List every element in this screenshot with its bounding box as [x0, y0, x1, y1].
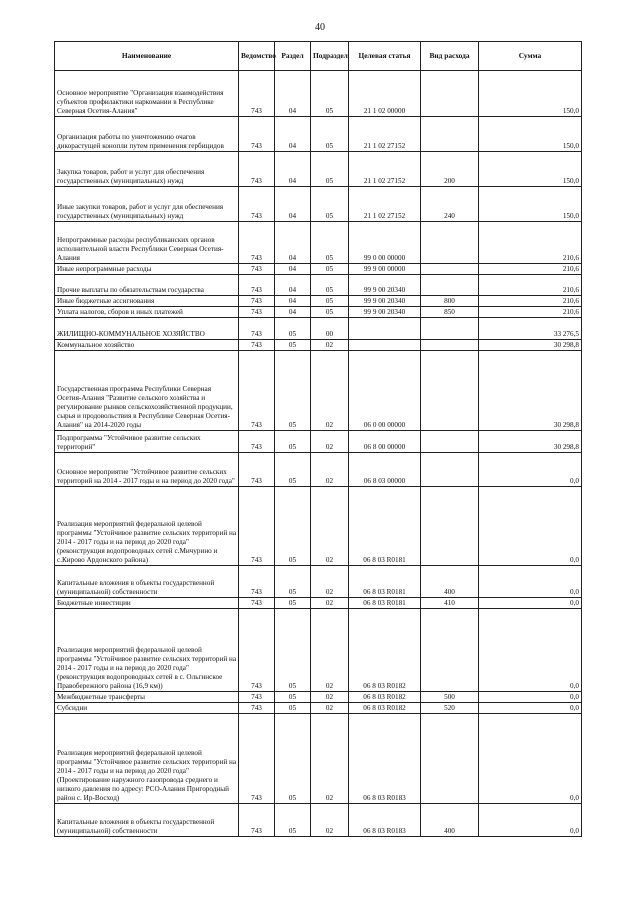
row-podrazdel: 05: [311, 264, 349, 275]
row-name: Непрограммные расходы республиканских органов исполнительной власти Республики Северная Осетия-Алания: [55, 222, 239, 264]
row-vid-rashoda: [421, 609, 479, 692]
row-podrazdel: 02: [311, 431, 349, 453]
table-row: [55, 152, 582, 187]
row-vedomstvo: 743: [239, 566, 275, 598]
table-row: [55, 431, 582, 453]
row-celevaya-statya: 06 8 03 R0183: [349, 714, 421, 804]
row-razdel: 04: [275, 296, 311, 307]
row-razdel: 04: [275, 117, 311, 152]
row-name: Прочие выплаты по обязательствам государства: [55, 275, 239, 296]
row-razdel: 05: [275, 692, 311, 703]
row-summa: 0,0: [479, 487, 582, 566]
row-summa: 210,6: [479, 222, 582, 264]
row-razdel: 04: [275, 152, 311, 187]
column-header-razdel: Раздел: [275, 42, 311, 71]
row-name: Коммунальное хозяйство: [55, 340, 239, 351]
page-number: 40: [315, 22, 325, 33]
budget-table: [54, 41, 582, 837]
row-celevaya-statya: 06 8 03 R0182: [349, 609, 421, 692]
column-header-summa: Сумма: [479, 42, 582, 71]
row-celevaya-statya: 99 9 00 20340: [349, 275, 421, 296]
row-vedomstvo: 743: [239, 703, 275, 714]
row-razdel: 05: [275, 804, 311, 837]
row-vedomstvo: 743: [239, 598, 275, 609]
row-vid-rashoda: 240: [421, 187, 479, 222]
row-razdel: 04: [275, 307, 311, 318]
row-razdel: 05: [275, 431, 311, 453]
row-podrazdel: 05: [311, 275, 349, 296]
row-celevaya-statya: 99 0 00 00000: [349, 222, 421, 264]
row-celevaya-statya: 99 9 00 20340: [349, 307, 421, 318]
row-vedomstvo: 743: [239, 804, 275, 837]
row-celevaya-statya: [349, 318, 421, 340]
row-vedomstvo: 743: [239, 264, 275, 275]
row-vid-rashoda: 800: [421, 296, 479, 307]
row-name: Подпрограмма "Устойчивое развитие сельских территорий": [55, 431, 239, 453]
row-celevaya-statya: [349, 340, 421, 351]
row-podrazdel: 05: [311, 296, 349, 307]
row-vedomstvo: 743: [239, 714, 275, 804]
row-celevaya-statya: 21 1 02 00000: [349, 71, 421, 117]
row-name: Капитальные вложения в объекты государственной (муниципальной) собственности: [55, 566, 239, 598]
table-row: [55, 117, 582, 152]
row-vedomstvo: 743: [239, 609, 275, 692]
row-celevaya-statya: 06 8 03 00000: [349, 453, 421, 487]
row-celevaya-statya: 21 1 02 27152: [349, 117, 421, 152]
row-podrazdel: 02: [311, 453, 349, 487]
row-vedomstvo: 743: [239, 487, 275, 566]
row-name: Закупка товаров, работ и услуг для обеспечения государственных (муниципальных) нужд: [55, 152, 239, 187]
table-row: [55, 340, 582, 351]
row-razdel: 05: [275, 609, 311, 692]
row-podrazdel: 05: [311, 307, 349, 318]
table-row: [55, 296, 582, 307]
row-vedomstvo: 743: [239, 296, 275, 307]
row-summa: 0,0: [479, 598, 582, 609]
row-vedomstvo: 743: [239, 692, 275, 703]
row-podrazdel: 02: [311, 487, 349, 566]
row-celevaya-statya: 99 9 00 00000: [349, 264, 421, 275]
row-summa: 30 298,8: [479, 340, 582, 351]
row-summa: 0,0: [479, 804, 582, 837]
row-celevaya-statya: 06 8 03 R0181: [349, 487, 421, 566]
row-vid-rashoda: [421, 453, 479, 487]
row-celevaya-statya: 06 0 00 00000: [349, 351, 421, 431]
row-summa: 150,0: [479, 152, 582, 187]
row-celevaya-statya: 21 1 02 27152: [349, 152, 421, 187]
row-vid-rashoda: [421, 487, 479, 566]
row-name: Реализация мероприятий федеральной целевой программы "Устойчивое развитие сельских территорий на 2014 - 2017 годы и на период до 2020 года" (Проектирование наружного газопровода среднего и низкого давления по адресу: РСО-Алания Пригородный район с. Ир-Восход): [55, 714, 239, 804]
table-row: [55, 71, 582, 117]
table-row: [55, 351, 582, 431]
row-name: Основное мероприятие "Устойчивое развитие сельских территорий на 2014 - 2017 годы и на период до 2020 года": [55, 453, 239, 487]
table-row: [55, 318, 582, 340]
row-celevaya-statya: 06 8 03 R0182: [349, 692, 421, 703]
table-row: [55, 598, 582, 609]
column-header-celevaya-statya: Целевая статья: [349, 42, 421, 71]
row-celevaya-statya: 06 8 03 R0181: [349, 566, 421, 598]
row-vid-rashoda: [421, 351, 479, 431]
row-summa: 0,0: [479, 453, 582, 487]
row-celevaya-statya: 99 9 00 20340: [349, 296, 421, 307]
row-vedomstvo: 743: [239, 453, 275, 487]
row-podrazdel: 05: [311, 222, 349, 264]
row-name: Уплата налогов, сборов и иных платежей: [55, 307, 239, 318]
row-podrazdel: 02: [311, 692, 349, 703]
table-row: [55, 275, 582, 296]
row-name: Субсидии: [55, 703, 239, 714]
row-vid-rashoda: [421, 117, 479, 152]
row-razdel: 05: [275, 714, 311, 804]
row-vid-rashoda: 400: [421, 804, 479, 837]
row-vedomstvo: 743: [239, 307, 275, 318]
table-row: [55, 453, 582, 487]
row-podrazdel: 05: [311, 152, 349, 187]
table-row: [55, 487, 582, 566]
row-name: Реализация мероприятий федеральной целевой программы "Устойчивое развитие сельских территорий на 2014 - 2017 годы и на период до 2020 года" (реконструкция водопроводных сетей в с. Ольгинское Правобережного района (16,9 км)): [55, 609, 239, 692]
row-name: ЖИЛИЩНО-КОММУНАЛЬНОЕ ХОЗЯЙСТВО: [55, 318, 239, 340]
row-summa: 150,0: [479, 71, 582, 117]
row-summa: 0,0: [479, 609, 582, 692]
row-vid-rashoda: [421, 318, 479, 340]
row-vid-rashoda: [421, 71, 479, 117]
column-header-vid-rashoda: Вид расхода: [421, 42, 479, 71]
row-razdel: 05: [275, 453, 311, 487]
row-podrazdel: 05: [311, 187, 349, 222]
table-row: [55, 609, 582, 692]
row-celevaya-statya: 06 8 03 R0183: [349, 804, 421, 837]
column-header-podrazdel: Подраздел: [311, 42, 349, 71]
row-summa: 210,6: [479, 296, 582, 307]
row-razdel: 04: [275, 187, 311, 222]
row-name: Иные непрограммные расходы: [55, 264, 239, 275]
row-summa: 210,6: [479, 264, 582, 275]
row-name: Основное мероприятие "Организация взаимодействия субъектов профилактики наркомании в Республике Северная Осетия-Алания": [55, 71, 239, 117]
column-header-name: Наименование: [55, 42, 239, 71]
table-row: [55, 804, 582, 837]
row-vedomstvo: 743: [239, 222, 275, 264]
row-vid-rashoda: [421, 714, 479, 804]
row-summa: 150,0: [479, 187, 582, 222]
row-summa: 33 276,5: [479, 318, 582, 340]
row-razdel: 05: [275, 318, 311, 340]
row-celevaya-statya: 06 8 00 00000: [349, 431, 421, 453]
row-podrazdel: 02: [311, 351, 349, 431]
row-podrazdel: 02: [311, 804, 349, 837]
row-summa: 0,0: [479, 566, 582, 598]
row-vid-rashoda: 850: [421, 307, 479, 318]
row-podrazdel: 00: [311, 318, 349, 340]
row-name: Государственная программа Республики Северная Осетия-Алания "Развитие сельского хозяйства и регулирование рынков сельскохозяйственной продукции, сырья и продовольствия в Республике Северная Осетия-Алания" на 2014-2020 годы: [55, 351, 239, 431]
row-vid-rashoda: [421, 431, 479, 453]
table-row: [55, 264, 582, 275]
table-row: [55, 566, 582, 598]
row-razdel: 05: [275, 351, 311, 431]
row-name: Иные бюджетные ассигнования: [55, 296, 239, 307]
row-summa: 210,6: [479, 275, 582, 296]
row-razdel: 04: [275, 222, 311, 264]
row-summa: 0,0: [479, 703, 582, 714]
row-razdel: 04: [275, 275, 311, 296]
row-name: Реализация мероприятий федеральной целевой программы "Устойчивое развитие сельских территорий на 2014 - 2017 годы и на период до 2020 года" (реконструкция водопроводных сетей с.Мичурино и с.Кирово Ардонского района): [55, 487, 239, 566]
row-vid-rashoda: 410: [421, 598, 479, 609]
row-podrazdel: 02: [311, 703, 349, 714]
table-row: [55, 714, 582, 804]
row-podrazdel: 05: [311, 117, 349, 152]
table-header-row: [55, 42, 582, 71]
table-row: [55, 222, 582, 264]
column-header-vedomstvo: Ведомство: [239, 42, 275, 71]
row-podrazdel: 02: [311, 609, 349, 692]
row-podrazdel: 02: [311, 714, 349, 804]
row-name: Иные закупки товаров, работ и услуг для обеспечения государственных (муниципальных) нужд: [55, 187, 239, 222]
table-row: [55, 692, 582, 703]
row-name: Межбюджетные трансферты: [55, 692, 239, 703]
row-podrazdel: 02: [311, 340, 349, 351]
table-row: [55, 307, 582, 318]
row-vedomstvo: 743: [239, 152, 275, 187]
row-razdel: 05: [275, 703, 311, 714]
row-vid-rashoda: 400: [421, 566, 479, 598]
row-vedomstvo: 743: [239, 71, 275, 117]
row-razdel: 04: [275, 71, 311, 117]
row-name: Капитальные вложения в объекты государственной (муниципальной) собственности: [55, 804, 239, 837]
row-vid-rashoda: [421, 275, 479, 296]
row-vedomstvo: 743: [239, 117, 275, 152]
row-summa: 0,0: [479, 714, 582, 804]
row-vedomstvo: 743: [239, 187, 275, 222]
row-summa: 30 298,8: [479, 431, 582, 453]
row-celevaya-statya: 06 8 03 R0182: [349, 703, 421, 714]
row-name: Бюджетные инвестиции: [55, 598, 239, 609]
row-razdel: 05: [275, 598, 311, 609]
row-vedomstvo: 743: [239, 431, 275, 453]
row-razdel: 05: [275, 566, 311, 598]
row-razdel: 04: [275, 264, 311, 275]
row-vid-rashoda: [421, 222, 479, 264]
row-name: Организация работы по уничтожению очагов дикорастущей конопли путем применения гербицидов: [55, 117, 239, 152]
row-razdel: 05: [275, 487, 311, 566]
row-summa: 150,0: [479, 117, 582, 152]
row-vedomstvo: 743: [239, 318, 275, 340]
row-vid-rashoda: 500: [421, 692, 479, 703]
row-vedomstvo: 743: [239, 351, 275, 431]
row-celevaya-statya: 21 1 02 27152: [349, 187, 421, 222]
row-vid-rashoda: 200: [421, 152, 479, 187]
row-vedomstvo: 743: [239, 275, 275, 296]
row-vid-rashoda: [421, 264, 479, 275]
table-row: [55, 703, 582, 714]
row-summa: 30 298,8: [479, 351, 582, 431]
row-vid-rashoda: [421, 340, 479, 351]
row-summa: 0,0: [479, 692, 582, 703]
row-summa: 210,6: [479, 307, 582, 318]
row-podrazdel: 02: [311, 598, 349, 609]
row-celevaya-statya: 06 8 03 R0181: [349, 598, 421, 609]
row-podrazdel: 05: [311, 71, 349, 117]
row-podrazdel: 02: [311, 566, 349, 598]
table-row: [55, 187, 582, 222]
row-razdel: 05: [275, 340, 311, 351]
row-vedomstvo: 743: [239, 340, 275, 351]
row-vid-rashoda: 520: [421, 703, 479, 714]
